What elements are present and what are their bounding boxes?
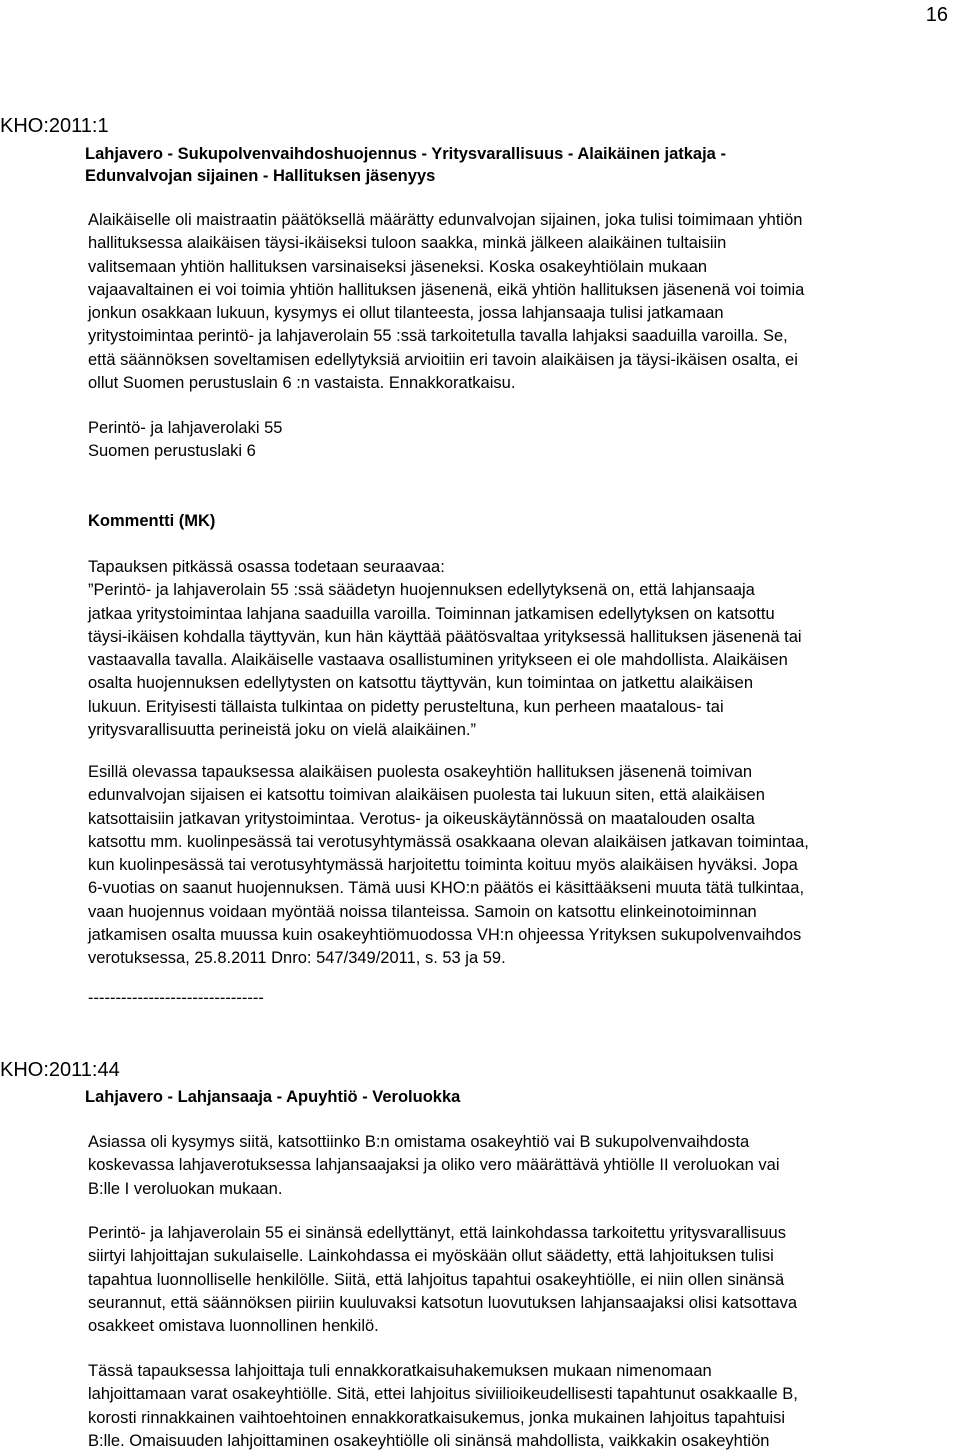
- comment-heading: Kommentti (MK): [88, 512, 216, 530]
- text-line: että säännöksen soveltamisen edellytyksiä arvioitiin eri tavoin alaikäisen ja täysi-ikäisen osalta, ei: [88, 350, 798, 369]
- text-line: kun kuolinpesässä tai verotusyhtymässä harjoitettu toiminta koituu myös alaikäisen hyväksi. Jopa: [88, 856, 798, 875]
- law-references: [88, 417, 950, 464]
- case-title: Lahjavero - Lahjansaaja - Apuyhtiö - Veroluokka: [85, 1088, 461, 1106]
- case-title-line: Edunvalvojan sijainen - Hallituksen jäsenyys: [85, 167, 436, 185]
- text-line: Alaikäiselle oli maistraatin päätöksellä määrätty edunvalvojan sijainen, joka tulisi toimimaan yhtiön: [88, 211, 803, 229]
- text-line: tapahtua luonnolliselle henkilölle. Siitä, että lahjoitus tapahtui osakeyhtiölle, ei niin ollen sinänsä: [88, 1270, 785, 1289]
- text-line: korosti rinnakkainen vaihtoehtoinen ennakkoratkaisukemus, jonka mukainen lahjoitus tapahtuisi: [88, 1408, 786, 1427]
- case-paragraph: [88, 1360, 950, 1453]
- text-line: koskevassa lahjaverotuksessa lahjansaajaksi ja oliko vero määrättävä yhtiölle II veroluokan vai: [88, 1156, 780, 1175]
- text-line: Asiassa oli kysymys siitä, katsottiinko B:n omistama osakeyhtiö vai B sukupolvenvaihdosta: [88, 1133, 750, 1151]
- text-line: verotuksessa, 25.8.2011 Dnro: 547/349/2011, s. 53 ja 59.: [88, 949, 506, 968]
- case-summary: [88, 209, 950, 395]
- separator: --------------------------------: [88, 989, 264, 1007]
- case-paragraph: [88, 1131, 950, 1201]
- text-line: ”Perintö- ja lahjaverolain 55 :ssä säädetyn huojennuksen edellytyksenä on, että lahjansaaja: [88, 581, 755, 600]
- text-line: osakkeet omistava luonnollinen henkilö.: [88, 1317, 379, 1336]
- text-line: B:lle. Omaisuuden lahjoittaminen osakeyhtiölle oli sinänsä mahdollista, vaikkakin osakeyhtiön: [88, 1431, 770, 1450]
- comment-paragraph: [88, 761, 950, 971]
- case-paragraph: [88, 1222, 950, 1338]
- text-line: Perintö- ja lahjaverolain 55 ei sinänsä edellyttänyt, että lainkohdassa tarkoitettu yritysvarallisuus: [88, 1224, 786, 1242]
- text-line: jonkun osakkaan lukuun, kysymys ei ollut tilanteesta, jossa lahjansaaja tulisi jatkamaan: [88, 304, 724, 323]
- case-title-line: Lahjavero - Sukupolvenvaihdoshuojennus - Yritysvarallisuus - Alaikäinen jatkaja -: [85, 145, 726, 163]
- text-line: yritysvarallisuutta perineistä joku on vielä alaikäinen.”: [88, 721, 476, 740]
- page-number: 16: [925, 4, 948, 26]
- text-line: yritystoimintaa perintö- ja lahjaverolain 55 :ssä tarkoitetulla tavalla lahjaksi saaduilla varoilla. Se,: [88, 327, 788, 346]
- text-line: osalta huojennuksen edellytysten on katsottu täyttyvän, kun toimintaa on jatkettu alaikäisen: [88, 674, 753, 693]
- case-title: [85, 143, 955, 187]
- text-line: lahjoittamaan varat osakeyhtiölle. Sitä, ettei lahjoitus siviilioikeudellisesti tapahtunut osakkaalle B,: [88, 1385, 798, 1404]
- text-line: B:lle I veroluokan mukaan.: [88, 1179, 283, 1198]
- text-line: seurannut, että säännöksen piiriin kuuluvaksi katsotun luovutuksen lahjansaajaksi olisi katsottava: [88, 1293, 798, 1312]
- text-line: lukuun. Erityisesti tällaista tulkintaa on pidetty perusteltuna, kun perheen maatalous- tai: [88, 697, 724, 716]
- text-line: jatkamisen osalta muussa kuin osakeyhtiömuodossa VH:n ohjeessa Yrityksen sukupolvenvaihdos: [88, 926, 802, 945]
- text-line: jatkaa yritystoimintaa lahjana saaduilla varoilla. Toiminnan jatkamisen edellytyksen on katsottu: [88, 604, 775, 623]
- text-line: Tapauksen pitkässä osassa todetaan seuraavaa:: [88, 558, 445, 576]
- law-reference: Perintö- ja lahjaverolaki 55: [88, 419, 283, 437]
- case-id: KHO:2011:1: [0, 115, 109, 137]
- text-line: hallituksessa alaikäisen täysi-ikäiseksi tuloon saakka, minkä jälkeen alaikäinen tultaisiin: [88, 234, 727, 253]
- text-line: katsottaisiin jatkavan yritystoimintaa. Verotus- ja oikeuskäytännössä on maatalouden osalta: [88, 809, 755, 828]
- text-line: valitsemaan yhtiön hallituksen varsinaiseksi jäseneksi. Koska osakeyhtiölain mukaan: [88, 257, 708, 276]
- text-line: vajaavaltainen ei voi toimia yhtiön hallituksen jäsenenä, eikä yhtiön hallituksen jäsenenä voi toimia: [88, 280, 805, 299]
- text-line: vastaavalla tavalla. Alaikäiselle vastaava osallistuminen yritykseen ei ole mahdollista. Alaikäisen: [88, 651, 788, 670]
- text-line: vaan huojennus voidaan myöntää noissa tilanteissa. Samoin on katsottu elinkeinotoiminnan: [88, 902, 757, 921]
- comment-paragraph: [88, 556, 950, 742]
- text-line: Tässä tapauksessa lahjoittaja tuli ennakkoratkaisuhakemuksen mukaan nimenomaan: [88, 1362, 712, 1380]
- text-line: Esillä olevassa tapauksessa alaikäisen puolesta osakeyhtiön hallituksen jäsenenä toimivan: [88, 763, 753, 781]
- text-line: katsottu mm. kuolinpesässä tai verotusyhtymässä osakkaana olevan alaikäisen jatkavan toimintaa,: [88, 832, 809, 851]
- text-line: siirtyi lahjoittajan sukulaiselle. Lainkohdassa ei myöskään ollut säädetty, että lahjoituksen tulisi: [88, 1247, 774, 1266]
- law-reference: Suomen perustuslaki 6: [88, 442, 256, 461]
- text-line: edunvalvojan sijaisen ei katsottu toimivan alaikäisen puolesta tai lukuun siten, että alaikäisen: [88, 786, 765, 805]
- text-line: 6-vuotias on saanut huojennuksen. Tämä uusi KHO:n päätös ei käsittääkseni muuta tätä tulkintaa,: [88, 879, 805, 898]
- text-line: täysi-ikäisen kohdalla täyttyvän, kun hän käyttää päätösvaltaa yrityksessä hallituksen jäsenenä tai: [88, 627, 802, 646]
- case-id: KHO:2011:44: [0, 1059, 120, 1081]
- text-line: ollut Suomen perustuslain 6 :n vastaista. Ennakkoratkaisu.: [88, 374, 516, 393]
